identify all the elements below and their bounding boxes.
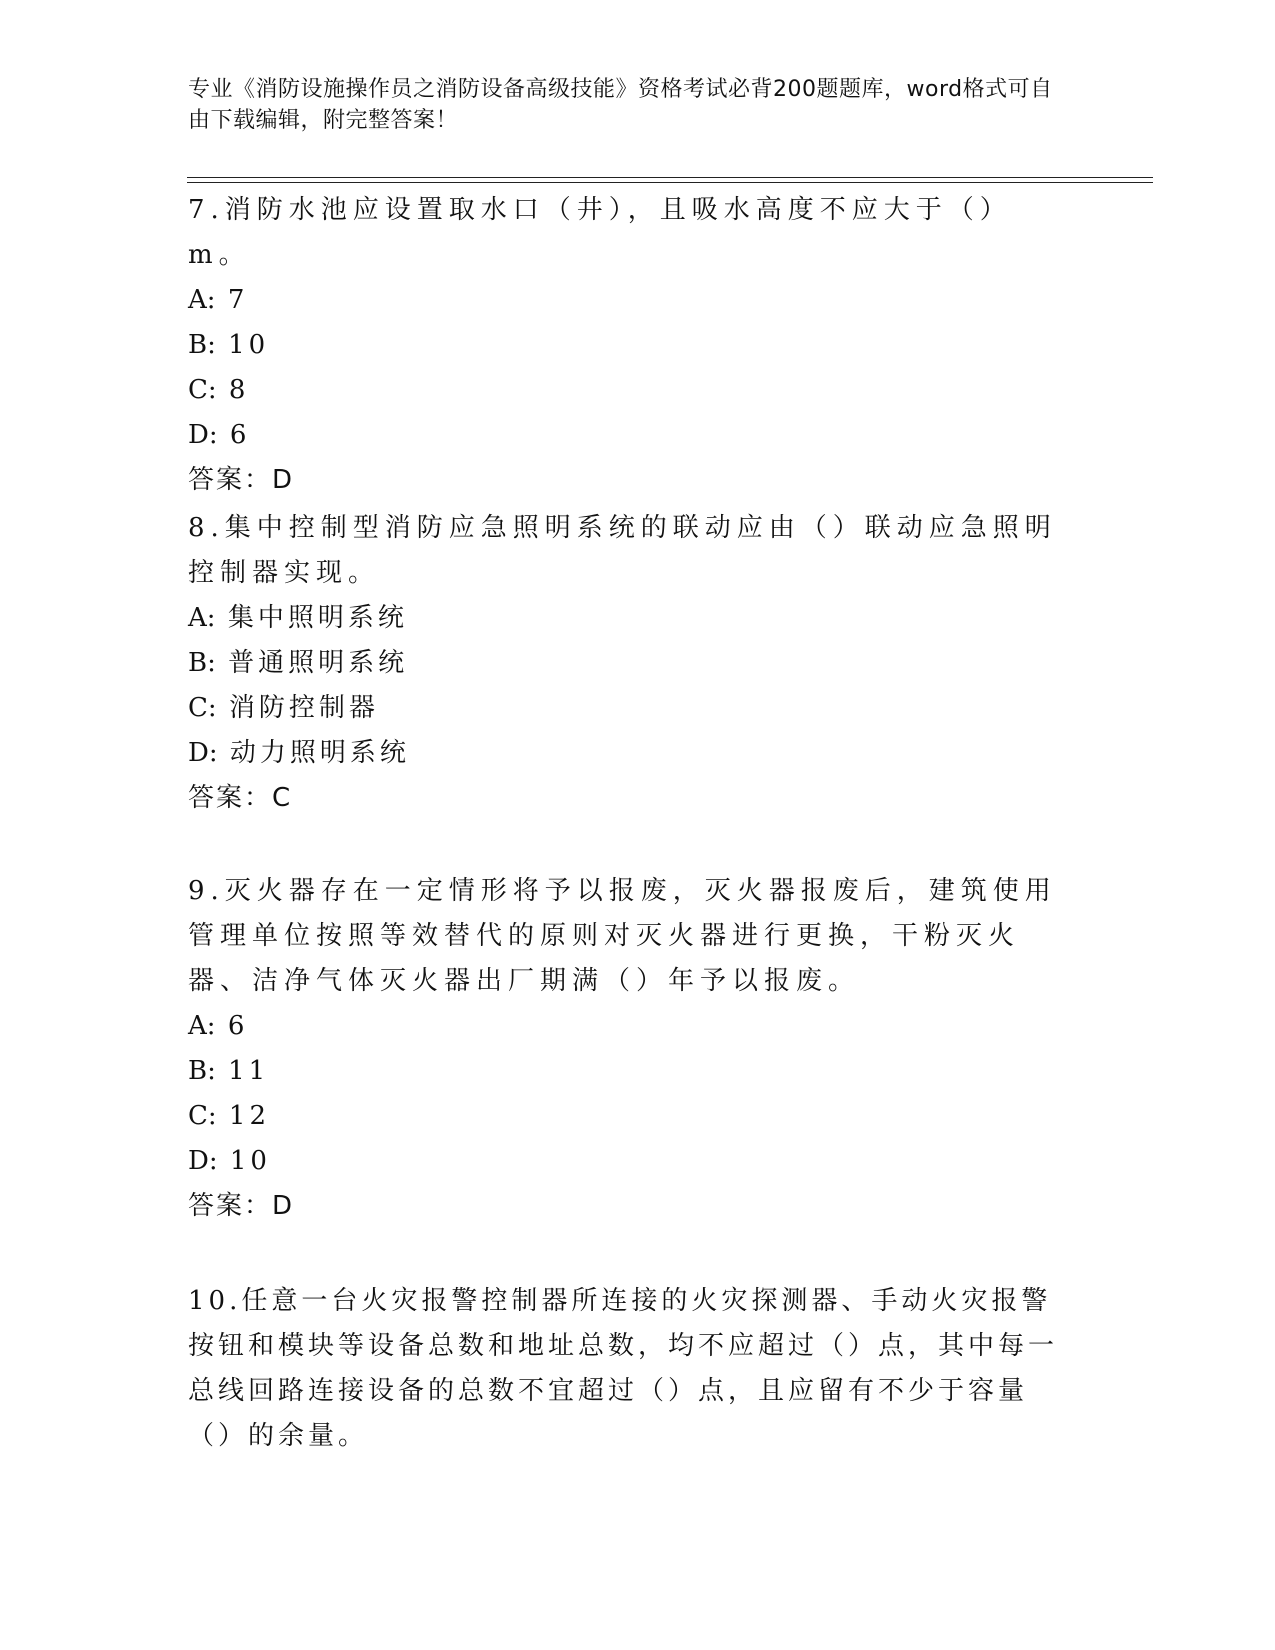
question-8 <box>188 506 1068 821</box>
option-a <box>188 596 1068 641</box>
question-10 <box>188 1279 1068 1459</box>
option-a <box>188 1004 1068 1049</box>
header-rule-top <box>187 177 1153 178</box>
option-text: 11 <box>228 1056 270 1086</box>
option-a <box>188 278 1068 323</box>
option-key: B: <box>188 1056 216 1086</box>
question-stem: 7.消防水池应设置取水口（井），且吸水高度不应大于（）m。 <box>188 195 1012 270</box>
option-text: 消防控制器 <box>228 693 379 723</box>
option-text: 6 <box>227 1011 249 1041</box>
option-c <box>188 686 1068 731</box>
option-key: A: <box>188 285 216 315</box>
option-text: 6 <box>229 420 251 450</box>
option-text: 7 <box>227 285 249 315</box>
option-c <box>188 368 1068 413</box>
option-text: 动力照明系统 <box>229 738 410 768</box>
header-rule-bottom <box>187 182 1153 183</box>
option-text: 集中照明系统 <box>227 603 408 633</box>
option-c <box>188 1094 1068 1139</box>
option-key: C: <box>188 375 217 405</box>
option-b <box>188 641 1068 686</box>
option-b <box>188 323 1068 368</box>
option-text: 10 <box>228 330 270 360</box>
option-key: C: <box>188 1101 217 1131</box>
option-d <box>188 413 1068 458</box>
option-key: A: <box>188 603 216 633</box>
header-text: 专业《消防设施操作员之消防设备高级技能》资格考试必背200题题库，word格式可自由下载编辑，附完整答案！ <box>188 77 1053 133</box>
option-key: C: <box>188 693 217 723</box>
option-text: 12 <box>228 1101 271 1131</box>
answer: 答案：C <box>188 783 293 813</box>
option-text: 10 <box>229 1146 271 1176</box>
option-d <box>188 731 1068 776</box>
question-9 <box>188 869 1068 1229</box>
document-header <box>188 74 1068 136</box>
option-key: A: <box>188 1011 216 1041</box>
question-stem: 10.任意一台火灾报警控制器所连接的火灾探测器、手动火灾报警按钮和模块等设备总数和地址总数，均不应超过（）点，其中每一总线回路连接设备的总数不宜超过（）点，且应留有不少于容量（）的余量。 <box>188 1286 1059 1451</box>
option-key: B: <box>188 330 216 360</box>
question-stem: 9.灭火器存在一定情形将予以报废，灭火器报废后，建筑使用管理单位按照等效替代的原则对灭火器进行更换，干粉灭火器、洁净气体灭火器出厂期满（）年予以报废。 <box>188 876 1057 996</box>
option-key: D: <box>188 1146 218 1176</box>
question-stem: 8.集中控制型消防应急照明系统的联动应由（）联动应急照明控制器实现。 <box>188 513 1057 588</box>
answer: 答案：D <box>188 1191 295 1221</box>
option-text: 普通照明系统 <box>228 648 409 678</box>
option-key: D: <box>188 420 218 450</box>
option-d <box>188 1139 1068 1184</box>
option-key: D: <box>188 738 218 768</box>
option-text: 8 <box>228 375 250 405</box>
option-key: B: <box>188 648 216 678</box>
option-b <box>188 1049 1068 1094</box>
answer: 答案：D <box>188 465 295 495</box>
question-7 <box>188 188 1068 503</box>
